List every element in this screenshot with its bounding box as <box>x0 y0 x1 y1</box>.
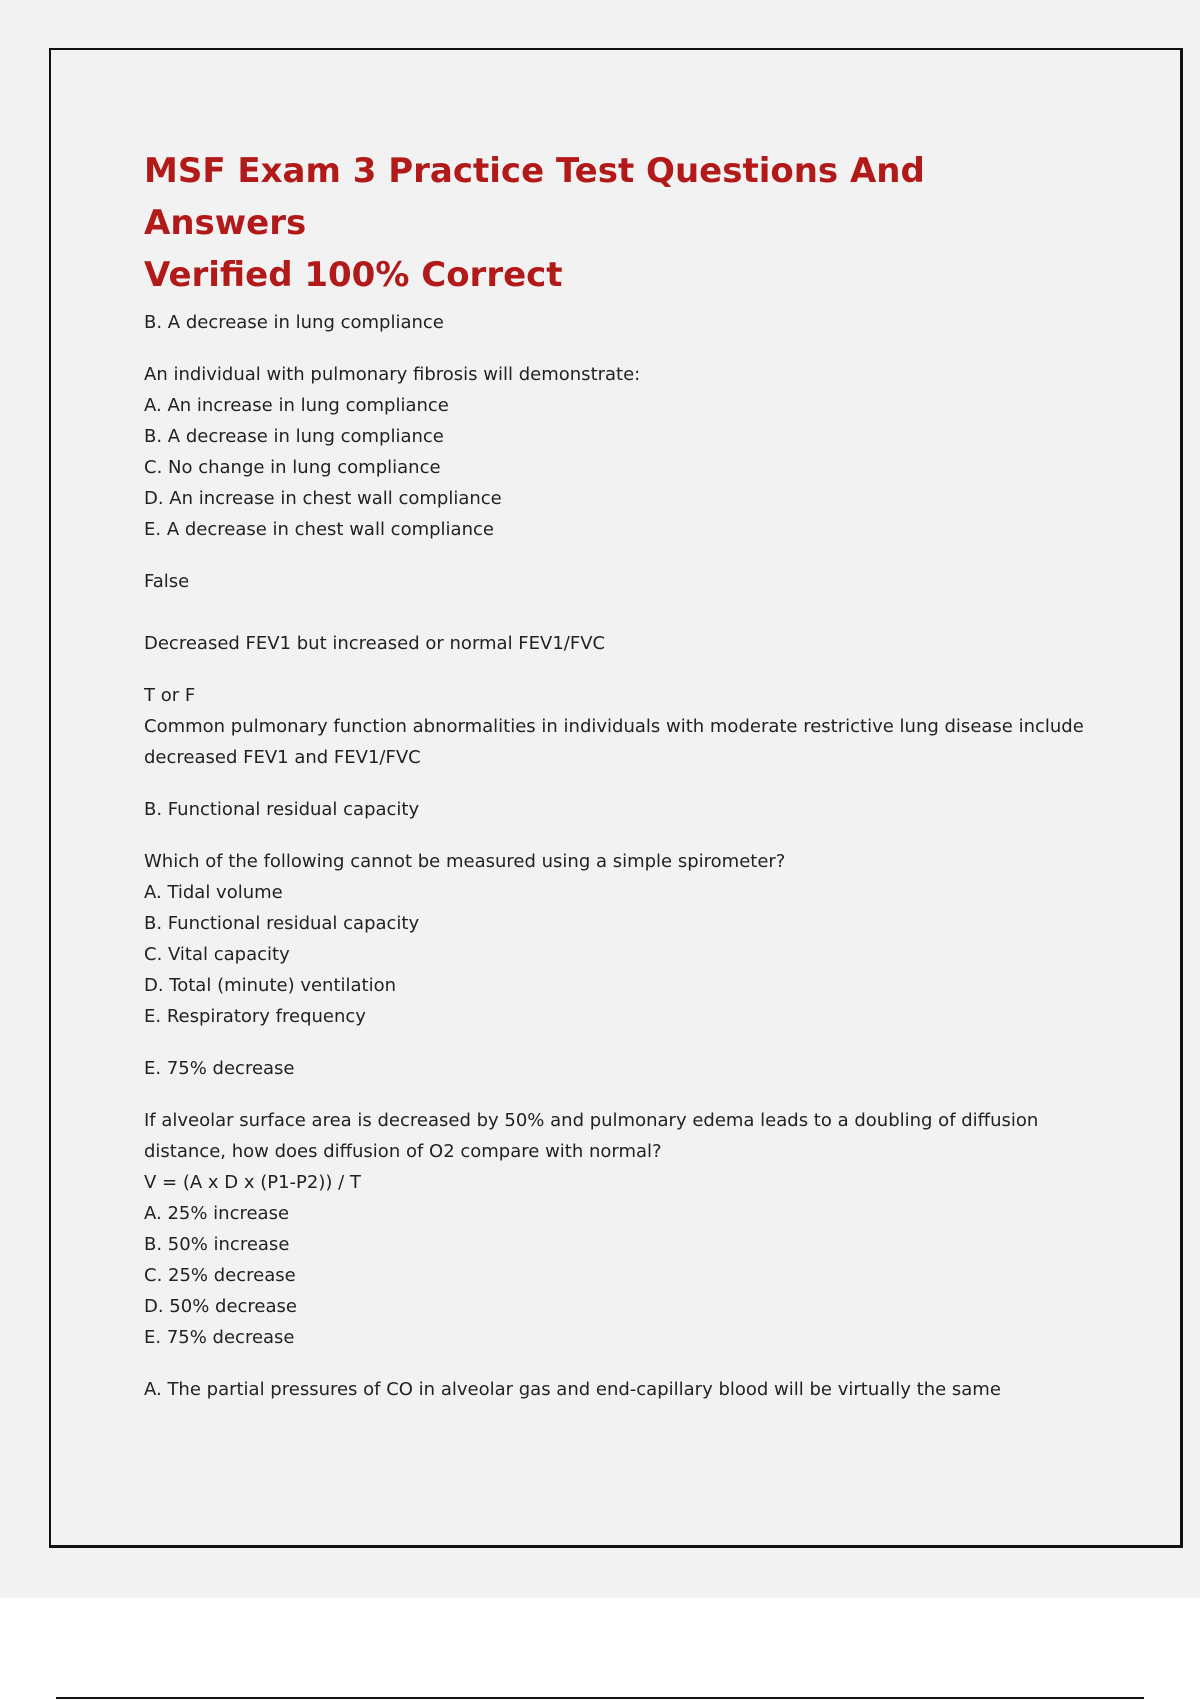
option-item: B. 50% increase <box>144 1234 290 1255</box>
option-item: A. An increase in lung compliance <box>144 395 449 416</box>
question-text: An individual with pulmonary fibrosis will demonstrate: <box>144 364 641 385</box>
answer-text: B. A decrease in lung compliance <box>144 312 444 333</box>
option-item: C. 25% decrease <box>144 1265 296 1286</box>
option-item: E. A decrease in chest wall compliance <box>144 519 494 540</box>
document-title-line-2: Verified 100% Correct <box>144 255 563 295</box>
answer-text: A. The partial pressures of CO in alveolar gas and end-capillary blood will be virtually the same <box>144 1379 1001 1400</box>
formula-text: V = (A x D x (P1-P2)) / T <box>144 1172 361 1193</box>
option-item: D. An increase in chest wall compliance <box>144 488 502 509</box>
answer-text: False <box>144 571 190 592</box>
document-title <box>144 145 1044 301</box>
option-item: D. Total (minute) ventilation <box>144 975 397 996</box>
option-item: E. 75% decrease <box>144 1327 295 1348</box>
question-text: Which of the following cannot be measured using a simple spirometer? <box>144 851 786 872</box>
option-item: B. Functional residual capacity <box>144 913 420 934</box>
option-item: B. A decrease in lung compliance <box>144 426 444 447</box>
answer-text: Decreased FEV1 but increased or normal FEV1/FVC <box>144 633 606 654</box>
option-item: E. Respiratory frequency <box>144 1006 366 1027</box>
document-title-line-1: MSF Exam 3 Practice Test Questions And Answers <box>144 151 925 243</box>
option-item: A. 25% increase <box>144 1203 290 1224</box>
answer-text: E. 75% decrease <box>144 1058 295 1079</box>
question-text: If alveolar surface area is decreased by 50% and pulmonary edema leads to a doubling of diffusion distance, how does diffusion of O2 compare with normal? <box>144 1110 1039 1162</box>
question-text: Common pulmonary function abnormalities in individuals with moderate restrictive lung disease include decreased FEV1 and FEV1/FVC <box>144 716 1084 768</box>
footer-divider <box>56 1697 1144 1699</box>
option-item: A. Tidal volume <box>144 882 283 903</box>
option-item: C. No change in lung compliance <box>144 457 441 478</box>
option-item: D. 50% decrease <box>144 1296 297 1317</box>
option-item: C. Vital capacity <box>144 944 290 965</box>
answer-text: B. Functional residual capacity <box>144 799 420 820</box>
question-prompt: T or F <box>144 685 196 706</box>
document-body <box>144 307 1094 1405</box>
